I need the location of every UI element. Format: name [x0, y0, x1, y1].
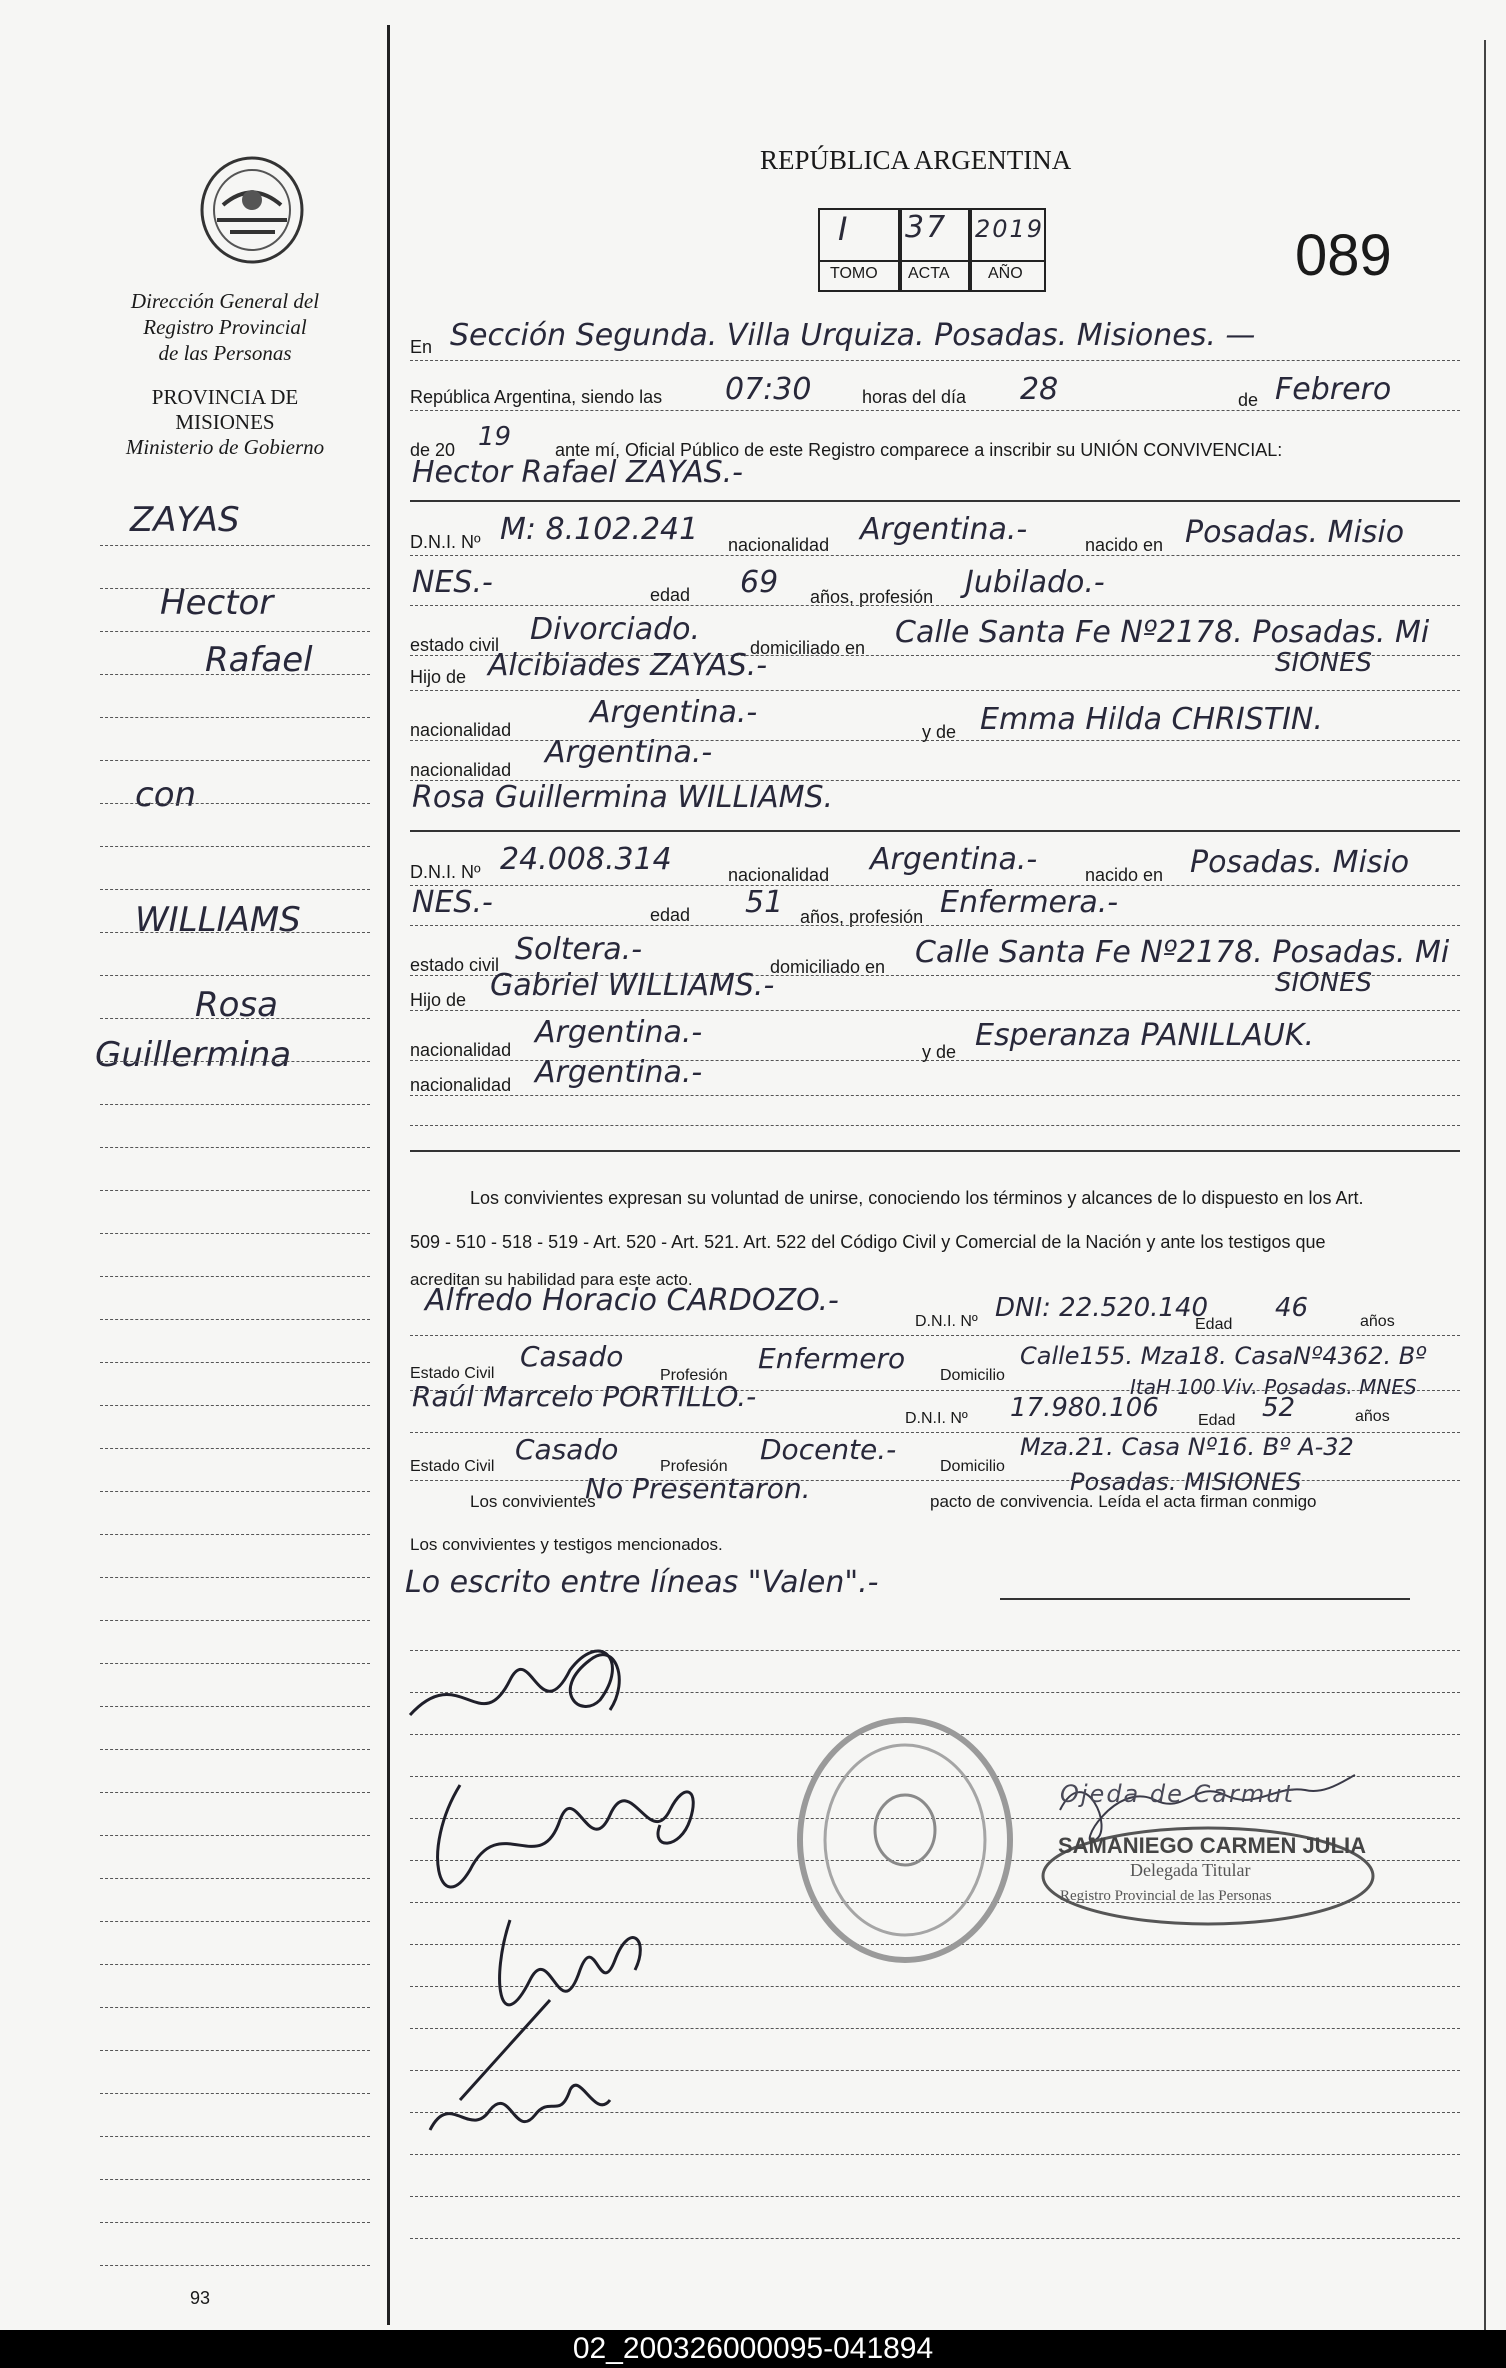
person2-dni-label: D.N.I. Nº [410, 862, 481, 882]
witness1-domicilio: Calle155. Mza18. CasaNº4362. Bº [1020, 1342, 1427, 1370]
witness1-domicilio-cont: ItaH 100 Viv. Posadas. MNES [1130, 1375, 1417, 1399]
anio-label: AÑO [988, 265, 1023, 282]
person2-nac-label: nacionalidad [728, 865, 830, 885]
document-id-footer: 02_200326000095-041894 [0, 2330, 1506, 2368]
person1-estado-civil: Divorciado. [530, 612, 701, 647]
margin-name-2b: Guillermina [95, 1035, 292, 1075]
person2-prof-label: años, profesión [800, 907, 924, 927]
person1-padre-nac: Argentina.- [590, 695, 758, 730]
witness1-edad: 46 [1275, 1293, 1309, 1323]
margin-rule [100, 1921, 370, 1922]
margin-rule [100, 1577, 370, 1578]
person1-ec-label: estado civil [410, 635, 500, 655]
person1-edad-label: edad [650, 585, 691, 605]
witness2-edad-label: Edad [1198, 1412, 1236, 1429]
signature-rule [410, 2196, 1460, 2197]
person1-nacido-label: nacido en [1085, 535, 1164, 555]
witness2-prof-label: Profesión [660, 1458, 728, 1475]
note-rule [1000, 1598, 1410, 1600]
margin-rule [100, 760, 370, 761]
witness2-anios-label: años [1355, 1408, 1390, 1425]
margin-rule [100, 545, 370, 546]
person2-estado-civil: Soltera.- [515, 932, 643, 967]
margin-name-2a: Rosa [195, 985, 278, 1025]
day-value: 28 [1020, 372, 1059, 407]
person1-name: Hector Rafael ZAYAS.- [412, 455, 743, 490]
person1-madre-nac: Argentina.- [545, 735, 713, 770]
person1-nacido-cont: NES.- [412, 565, 493, 600]
person1-profesion: Jubilado.- [965, 565, 1105, 600]
person1-edad: 69 [740, 565, 779, 600]
person2-edad-label: edad [650, 905, 691, 925]
person2-domicilio-cont: SIONES [1275, 968, 1373, 998]
rule [410, 410, 1460, 411]
person1-hijo-label: Hijo de [410, 667, 467, 687]
margin-rule [100, 588, 370, 589]
hour-value: 07:30 [725, 372, 812, 407]
margin-rule [100, 1663, 370, 1664]
pacto-line-2: Los convivientes y testigos mencionados. [410, 1535, 723, 1554]
person2-ec-label: estado civil [410, 955, 500, 975]
person2-domicilio: Calle Santa Fe Nº2178. Posadas. Mi [915, 935, 1450, 970]
page-number: 089 [1295, 223, 1392, 288]
rule [410, 885, 1460, 886]
margin-rule [100, 1620, 370, 1621]
person2-madre-nac: Argentina.- [535, 1055, 703, 1090]
witness1-anios-label: años [1360, 1313, 1395, 1330]
institution-name [60, 288, 390, 366]
person1-padre: Alcibiades ZAYAS.- [488, 648, 768, 683]
margin-rule [100, 1878, 370, 1879]
witness2-domicilio-cont: Posadas. MISIONES [1070, 1468, 1302, 1496]
person1-dni: M: 8.102.241 [500, 512, 699, 547]
pacto-value: No Presentaron. [585, 1472, 811, 1505]
person1-dni-label: D.N.I. Nº [410, 532, 481, 552]
margin-surname-2: WILLIAMS [135, 900, 301, 940]
acta-label: ACTA [908, 265, 950, 282]
margin-rule [100, 1147, 370, 1148]
margin-rule [100, 889, 370, 890]
rule [410, 1150, 1460, 1152]
margin-rule [100, 932, 370, 933]
en-value: Sección Segunda. Villa Urquiza. Posadas. Misiones. — [450, 318, 1256, 353]
official-stamp [795, 1710, 1025, 1990]
person2-nacido-cont: NES.- [412, 885, 493, 920]
provincial-seal-icon [195, 150, 310, 265]
person2-nacido: Posadas. Misio [1190, 845, 1410, 880]
legal-line-3: acreditan su habilidad para este acto. [410, 1270, 693, 1289]
margin-rule [100, 975, 370, 976]
margin-rule [100, 1362, 370, 1363]
tomo-value: I [838, 210, 850, 248]
province-block [60, 385, 390, 460]
margin-rule [100, 846, 370, 847]
witness1-prof-label: Profesión [660, 1367, 728, 1384]
witness2-ec-label: Estado Civil [410, 1458, 495, 1475]
country-heading: REPÚBLICA ARGENTINA [760, 145, 1072, 175]
right-edge [1484, 40, 1486, 2330]
margin-rule [100, 1706, 370, 1707]
official-name: SAMANIEGO CARMEN JULIA [1058, 1833, 1367, 1858]
margin-rule [100, 1104, 370, 1105]
person2-profesion: Enfermera.- [940, 885, 1119, 920]
person2-dom-label: domiciliado en [770, 957, 886, 977]
official-signature-text: Ojeda de Carmut [1060, 1780, 1295, 1808]
tomo-box [818, 208, 902, 262]
institution-line-1: Dirección General del [130, 289, 320, 313]
margin-rule [100, 717, 370, 718]
person2-padre-nac: Argentina.- [535, 1015, 703, 1050]
margin-rule [100, 2265, 370, 2266]
pacto-label-pre: Los convivientes [470, 1492, 596, 1511]
rule [410, 1125, 1460, 1126]
person1-madre-nac-label: nacionalidad [410, 760, 512, 780]
rep-label: República Argentina, siendo las [410, 387, 663, 407]
person2-nacionalidad: Argentina.- [870, 842, 1038, 877]
ante-label: ante mí, Oficial Público de este Registro comparece a inscribir su UNIÓN CONVIVENCIAL: [555, 440, 1283, 460]
official-office: Registro Provincial de las Personas [1060, 1888, 1272, 1904]
institution-line-3: de las Personas [158, 341, 292, 365]
rule [410, 830, 1460, 832]
de-label: de [1238, 390, 1259, 410]
witness2-domicilio: Mza.21. Casa Nº16. Bº A-32 [1020, 1433, 1354, 1461]
province-line-2: MISIONES [175, 410, 275, 434]
anio-value: 2019 [975, 215, 1045, 243]
margin-con: con [135, 775, 197, 815]
legal-line-2: 509 - 510 - 518 - 519 - Art. 520 - Art. 521. Art. 522 del Código Civil y Comercial de la Nación y ante los testigos que [410, 1232, 1326, 1252]
person2-name: Rosa Guillermina WILLIAMS. [412, 780, 834, 815]
witness2-profesion: Docente.- [760, 1433, 897, 1466]
margin-rule [100, 2136, 370, 2137]
ministry-line: Ministerio de Gobierno [125, 435, 325, 459]
witness1-estado-civil: Casado [520, 1340, 624, 1373]
pacto-label-post: pacto de convivencia. Leída el acta firman conmigo [930, 1492, 1317, 1511]
person2-padre-nac-label: nacionalidad [410, 1040, 512, 1060]
margin-rule [100, 1018, 370, 1019]
margin-rule [100, 1405, 370, 1406]
person1-prof-label: años, profesión [810, 587, 934, 607]
witness2-edad: 52 [1262, 1393, 1296, 1423]
person1-domicilio: Calle Santa Fe Nº2178. Posadas. Mi [895, 615, 1430, 650]
person1-dom-label: domiciliado en [750, 638, 866, 658]
witness2-estado-civil: Casado [515, 1433, 619, 1466]
rule [410, 690, 1460, 691]
person2-yde-label: y de [922, 1042, 957, 1062]
en-label: En [410, 337, 433, 357]
person2-nacido-label: nacido en [1085, 865, 1164, 885]
month-value: Febrero [1275, 372, 1392, 407]
margin-rule [100, 674, 370, 675]
margin-rule [100, 1233, 370, 1234]
margin-rule [100, 2007, 370, 2008]
margin-rule [100, 1276, 370, 1277]
margin-rule [100, 2050, 370, 2051]
rule [410, 360, 1460, 361]
institution-line-2: Registro Provincial [143, 315, 307, 339]
year-value: 19 [478, 422, 512, 452]
witness1-dom-label: Domicilio [940, 1367, 1005, 1384]
margin-name-1b: Rafael [205, 640, 313, 680]
signature-rule [410, 2238, 1460, 2239]
person1-nac-label: nacionalidad [728, 535, 830, 555]
margin-rule [100, 1448, 370, 1449]
interlined-note: Lo escrito entre líneas "Valen".- [405, 1565, 879, 1600]
person1-nacionalidad: Argentina.- [860, 512, 1028, 547]
witness1-dni-label: D.N.I. Nº [915, 1313, 978, 1330]
margin-rule [100, 2179, 370, 2180]
rule [410, 605, 1460, 606]
margin-rule [100, 1792, 370, 1793]
folio-number: 93 [190, 2288, 211, 2308]
margin-rule [100, 1319, 370, 1320]
person1-yde-label: y de [922, 722, 957, 742]
witness1-ec-label: Estado Civil [410, 1365, 495, 1382]
witness1-profesion: Enfermero [758, 1342, 906, 1375]
witness2-dom-label: Domicilio [940, 1458, 1005, 1475]
witness2-dni-label: D.N.I. Nº [905, 1410, 968, 1427]
person1-padre-nac-label: nacionalidad [410, 720, 512, 740]
margin-rule [100, 631, 370, 632]
witness1-name: Alfredo Horacio CARDOZO.- [425, 1283, 839, 1318]
rule [410, 1095, 1460, 1096]
witness1-dni: DNI: 22.520.140 [995, 1293, 1209, 1323]
person2-padre: Gabriel WILLIAMS.- [490, 968, 775, 1003]
witness2-dni: 17.980.106 [1010, 1393, 1159, 1423]
margin-rule [100, 2222, 370, 2223]
margin-rule [100, 1749, 370, 1750]
rule [410, 925, 1460, 926]
rule [410, 1335, 1460, 1336]
margin-rule [100, 1835, 370, 1836]
margin-surname-1: ZAYAS [130, 500, 240, 540]
margin-rule [100, 2093, 370, 2094]
official-title: Delegada Titular [1130, 1860, 1251, 1880]
person2-madre: Esperanza PANILLAUK. [975, 1018, 1315, 1053]
rule [410, 1480, 1460, 1481]
rule [410, 500, 1460, 502]
person2-dni: 24.008.314 [500, 842, 672, 877]
margin-name-1a: Hector [160, 583, 274, 623]
margin-rule [100, 1964, 370, 1965]
witness1-edad-label: Edad [1195, 1316, 1233, 1333]
margin-rule [100, 1491, 370, 1492]
margin-divider [387, 25, 390, 2325]
margin-rule [100, 1534, 370, 1535]
de20-label: de 20 [410, 440, 456, 460]
acta-value: 37 [905, 210, 948, 245]
tomo-label: TOMO [830, 265, 878, 282]
rule [410, 555, 1460, 556]
margin-rule [100, 1061, 370, 1062]
horas-label: horas del día [862, 387, 967, 407]
rule [410, 1010, 1460, 1011]
margin-rule [100, 1190, 370, 1191]
witness2-name: Raúl Marcelo PORTILLO.- [412, 1380, 757, 1413]
person1-domicilio-cont: SIONES [1275, 648, 1373, 678]
person2-hijo-label: Hijo de [410, 990, 467, 1010]
legal-line-1: Los convivientes expresan su voluntad de unirse, conociendo los términos y alcances de lo dispuesto en los Art. [470, 1188, 1364, 1208]
province-line-1: PROVINCIA DE [151, 385, 299, 409]
person1-madre: Emma Hilda CHRISTIN. [980, 702, 1323, 737]
person2-madre-nac-label: nacionalidad [410, 1075, 512, 1095]
person1-nacido: Posadas. Misio [1185, 515, 1405, 550]
margin-rule [100, 803, 370, 804]
person2-edad: 51 [745, 885, 784, 920]
signatures [400, 1620, 730, 2180]
